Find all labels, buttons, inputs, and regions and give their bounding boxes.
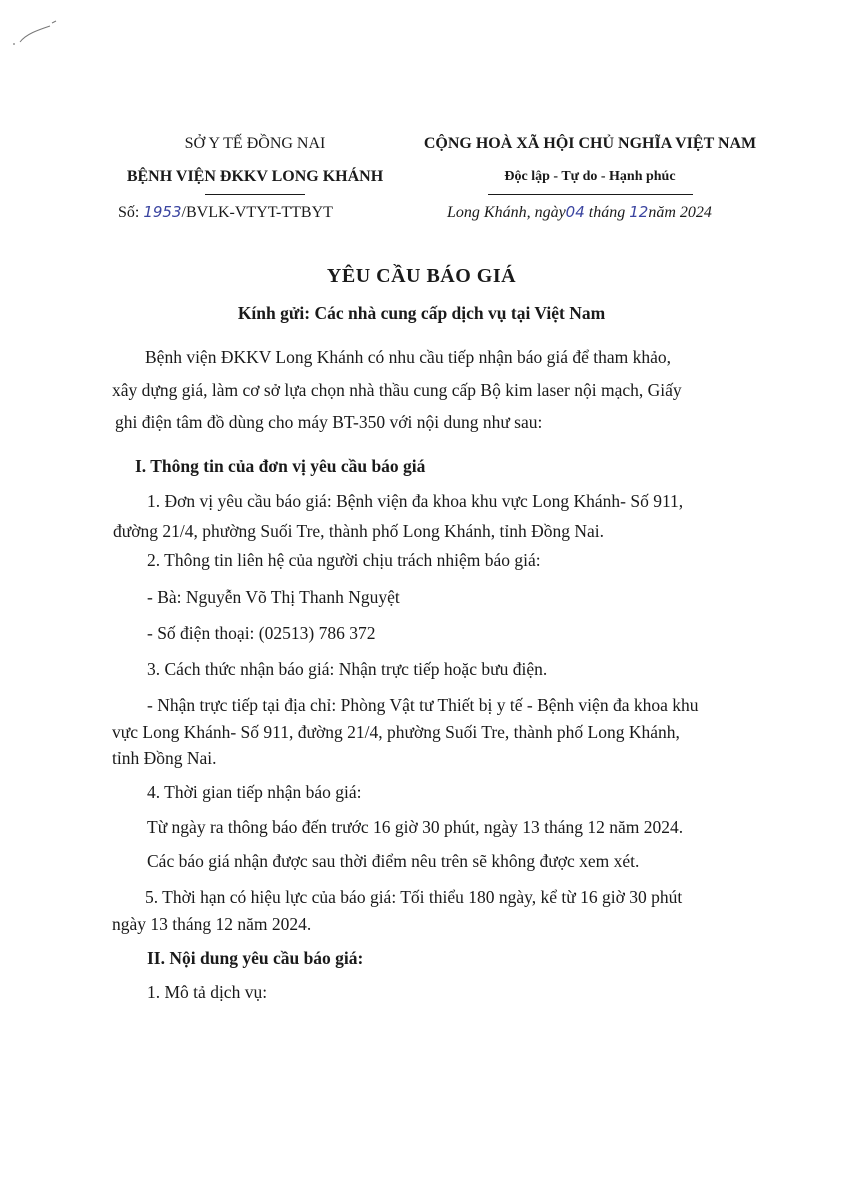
date-month-handwritten: 12 [629, 203, 649, 221]
item5-line-2: ngày 13 tháng 12 năm 2024. [112, 914, 312, 934]
reference-suffix: /BVLK-VTYT-TTBYT [181, 204, 333, 221]
scan-artifact-mark [8, 20, 58, 50]
item3-address-line-1: - Nhận trực tiếp tại địa chỉ: Phòng Vật tư Thiết bị y tế - Bệnh viện đa khoa khu [147, 695, 699, 715]
date-part1: Long Khánh, ngày [447, 204, 566, 221]
date-part3: năm 2024 [648, 204, 712, 221]
contact-name: - Bà: Nguyễn Võ Thị Thanh Nguyệt [147, 587, 400, 607]
country-name: CỘNG HOÀ XÃ HỘI CHỦ NGHĨA VIỆT NAM [423, 135, 757, 152]
item3-text: 3. Cách thức nhận báo giá: Nhận trực tiếp hoặc bưu điện. [147, 659, 548, 679]
contact-phone: - Số điện thoại: (02513) 786 372 [147, 623, 376, 643]
document-title: YÊU CẦU BÁO GIÁ [326, 265, 517, 287]
date-part2: tháng [584, 204, 630, 221]
section2-heading: II. Nội dung yêu cầu báo giá: [147, 948, 364, 968]
hospital-underline [205, 194, 305, 195]
section1-heading: I. Thông tin của đơn vị yêu cầu báo giá [135, 456, 426, 476]
department-name: SỞ Y TẾ ĐỒNG NAI [184, 135, 326, 152]
item1-line-2: đường 21/4, phường Suối Tre, thành phố Long Khánh, tỉnh Đồng Nai. [113, 521, 605, 541]
item3-address-line-2: vực Long Khánh- Số 911, đường 21/4, phường Suối Tre, thành phố Long Khánh, [112, 722, 680, 742]
header-issuer [100, 134, 410, 195]
document-date [447, 203, 712, 222]
intro-line-3: ghi điện tâm đồ dùng cho máy BT-350 với nội dung như sau: [115, 412, 543, 432]
motto-underline [488, 194, 693, 195]
item4-note: Các báo giá nhận được sau thời điểm nêu trên sẽ không được xem xét. [147, 851, 640, 871]
item5-line-1: 5. Thời hạn có hiệu lực của báo giá: Tối thiểu 180 ngày, kể từ 16 giờ 30 phút [145, 887, 683, 907]
item2-text: 2. Thông tin liên hệ của người chịu trách nhiệm báo giá: [147, 550, 541, 570]
item4-time: Từ ngày ra thông báo đến trước 16 giờ 30 phút, ngày 13 tháng 12 năm 2024. [147, 817, 684, 837]
item1-line-1: 1. Đơn vị yêu cầu báo giá: Bệnh viện đa khoa khu vực Long Khánh- Số 911, [147, 491, 684, 511]
recipient-line: Kính gửi: Các nhà cung cấp dịch vụ tại Việt Nam [237, 303, 606, 323]
reference-number-handwritten: 1953 [143, 203, 182, 221]
intro-line-1: Bệnh viện ĐKKV Long Khánh có nhu cầu tiếp nhận báo giá để tham khảo, [145, 347, 672, 367]
document-reference [118, 203, 333, 222]
intro-line-2: xây dựng giá, làm cơ sở lựa chọn nhà thầu cung cấp Bộ kim laser nội mạch, Giấy [112, 380, 682, 400]
motto: Độc lập - Tự do - Hạnh phúc [504, 169, 676, 184]
reference-prefix: Số: [118, 204, 144, 221]
header-national-motto [400, 134, 780, 195]
section2-item1: 1. Mô tả dịch vụ: [147, 982, 268, 1002]
item4-text: 4. Thời gian tiếp nhận báo giá: [147, 782, 362, 802]
hospital-name: BỆNH VIỆN ĐKKV LONG KHÁNH [126, 168, 384, 185]
date-day-handwritten: 04 [565, 203, 585, 221]
item3-address-line-3: tỉnh Đồng Nai. [112, 748, 217, 768]
